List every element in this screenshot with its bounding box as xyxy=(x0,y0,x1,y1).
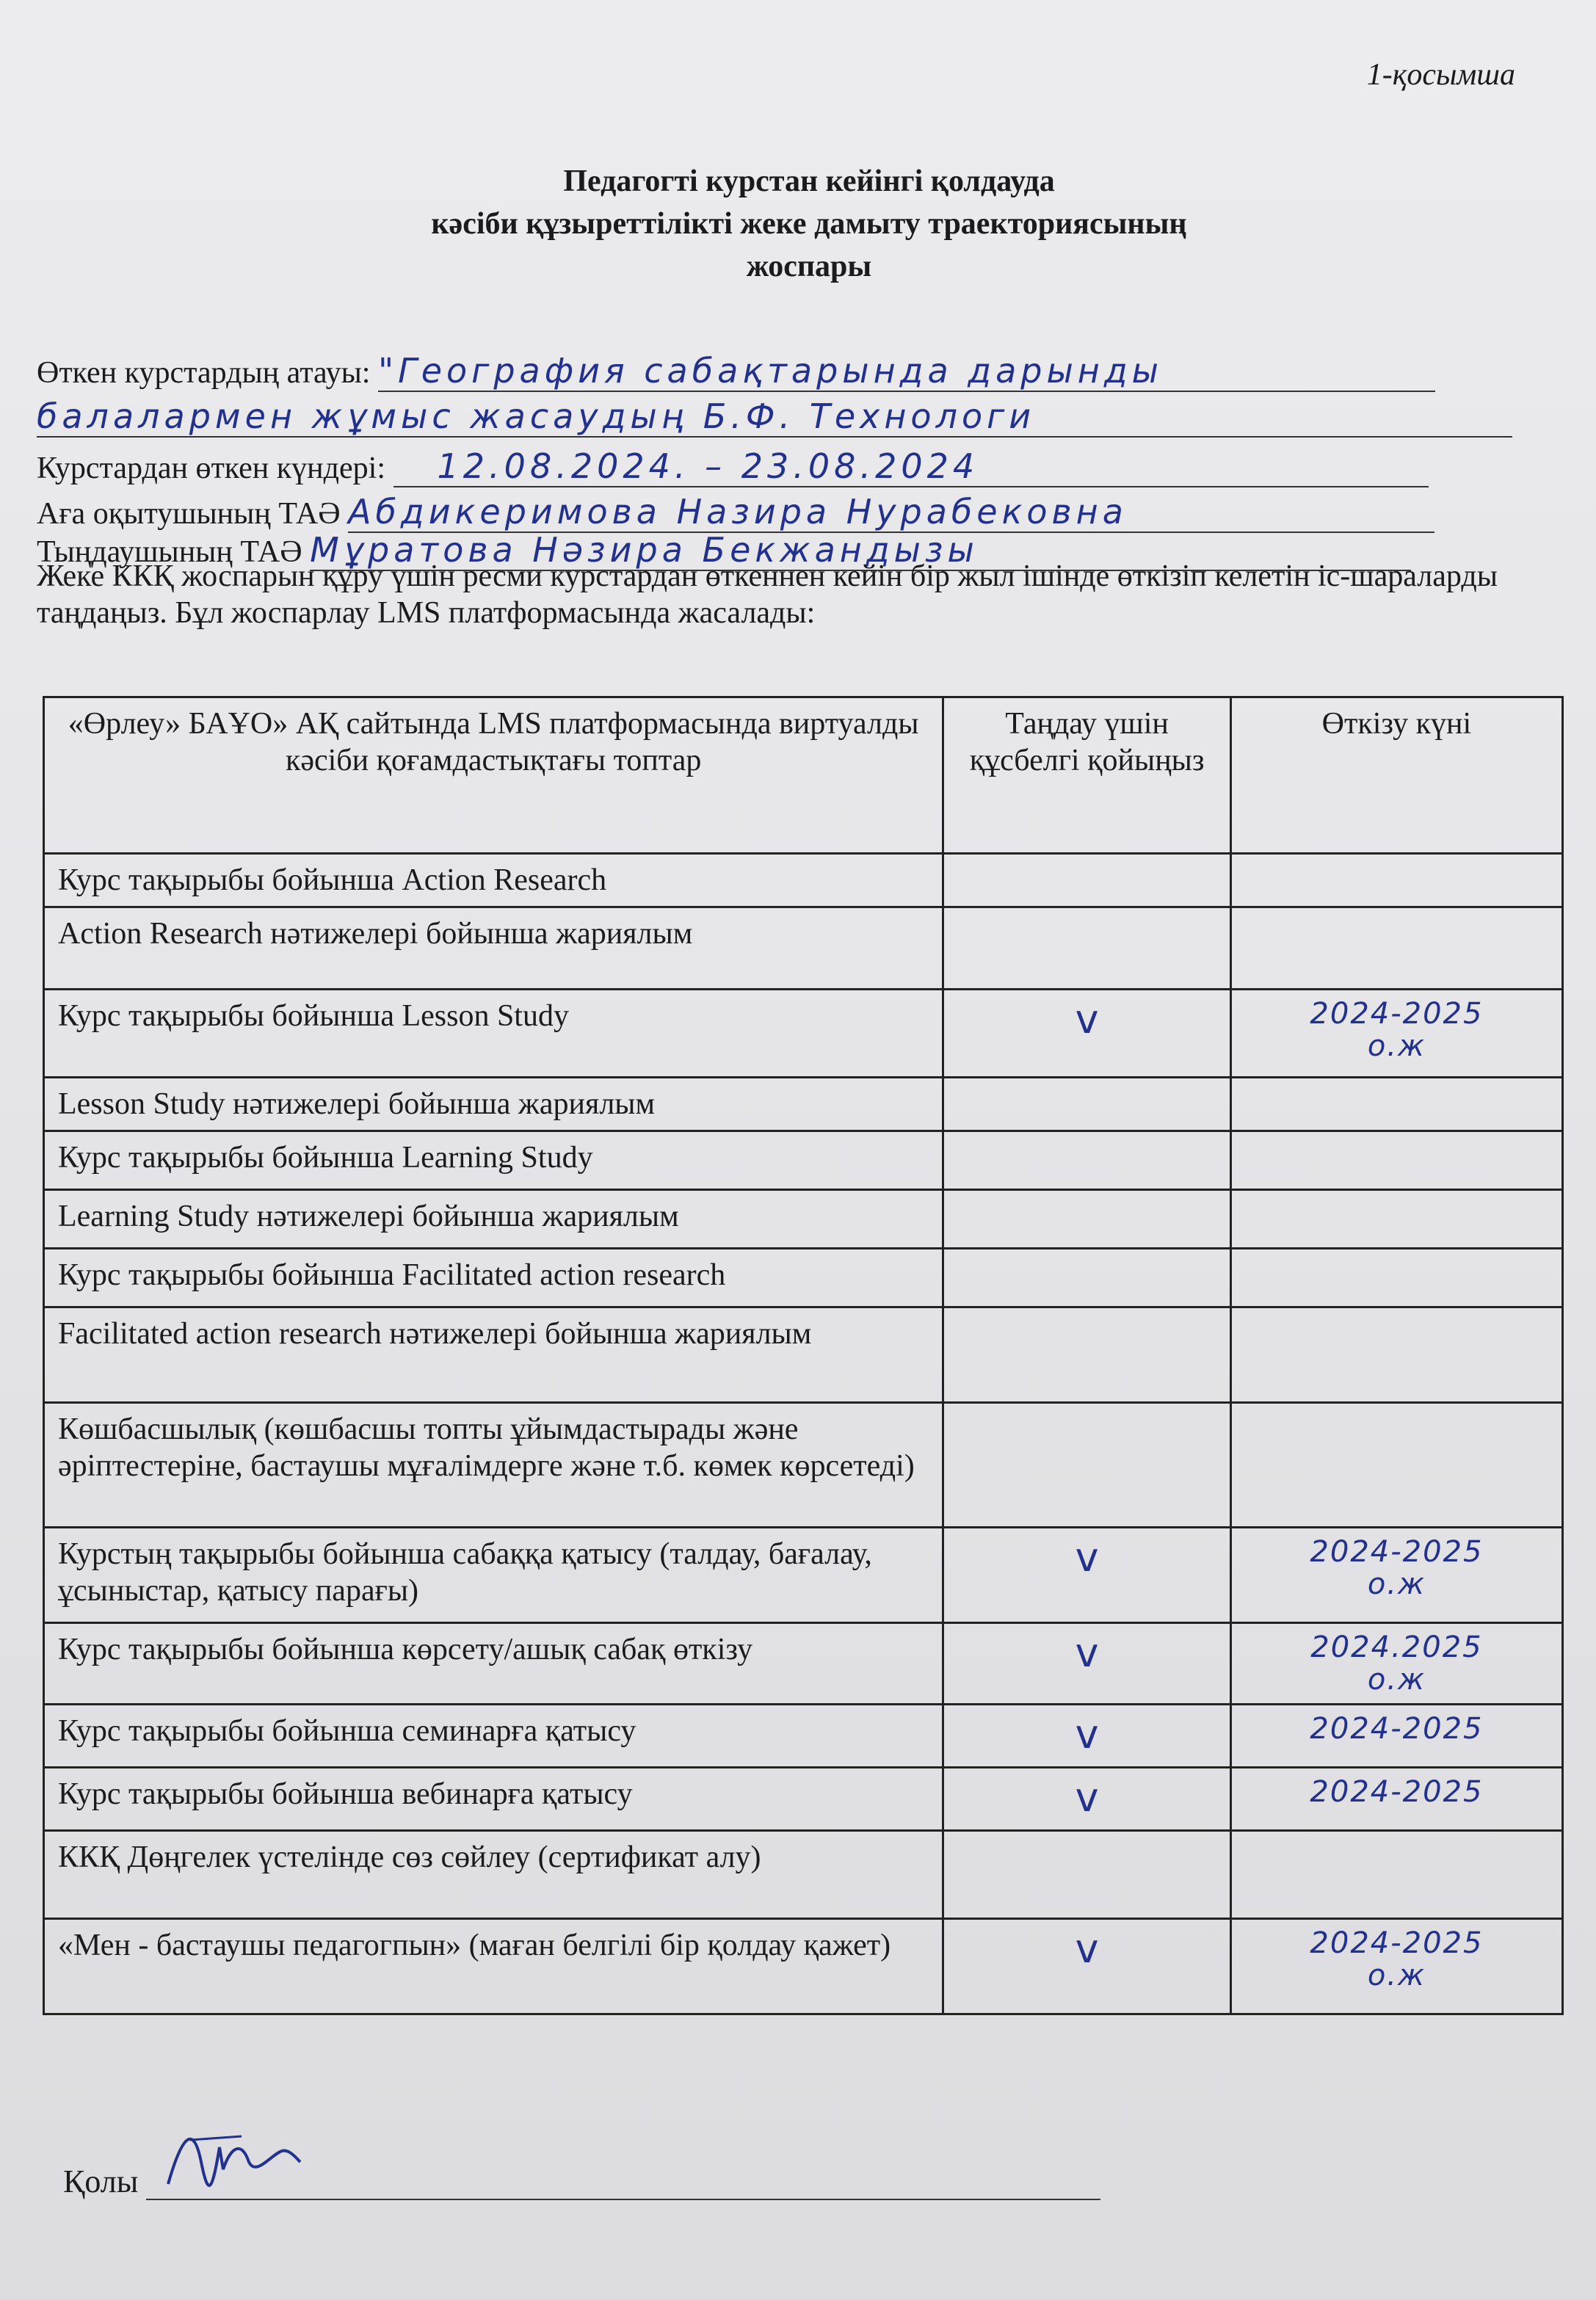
date-value: 2024-2025 xyxy=(1310,1712,1484,1746)
activity-cell: Курс тақырыбы бойынша семинарға қатысу xyxy=(44,1705,943,1768)
checkmark-cell[interactable] xyxy=(943,1131,1231,1190)
activity-cell: «Мен - бастаушы педагогпын» (маған белгілі бір қолдау қажет) xyxy=(44,1919,943,2014)
table-row xyxy=(44,1919,1563,2014)
date-cell xyxy=(1230,854,1562,907)
checkmark-cell[interactable] xyxy=(943,1249,1231,1307)
date-cell xyxy=(1230,1768,1562,1831)
table-row xyxy=(44,1705,1563,1768)
table-row xyxy=(44,990,1563,1078)
date-cell xyxy=(1230,1078,1562,1131)
checkmark-icon: v xyxy=(1075,996,1099,1042)
checkmark-icon: v xyxy=(1075,1534,1099,1581)
date-cell xyxy=(1230,1131,1562,1190)
date-value: 2024-2025 xyxy=(1310,997,1484,1031)
checkmark-cell[interactable] xyxy=(943,1078,1231,1131)
checkmark-icon: v xyxy=(1075,1711,1099,1757)
date-cell xyxy=(1230,1831,1562,1919)
table-row xyxy=(44,1528,1563,1623)
activity-cell: ККҚ Дөңгелек үстелінде сөз сөйлеу (сертификат алу) xyxy=(44,1831,943,1919)
listener-label: Тыңдаушының ТАӘ xyxy=(37,535,302,569)
activity-cell: Курс тақырыбы бойынша Learning Study xyxy=(44,1131,943,1190)
date-cell xyxy=(1230,1623,1562,1705)
course-name-field-cont xyxy=(37,396,1512,438)
activity-cell: Action Research нәтижелері бойынша жариялым xyxy=(44,907,943,990)
checkmark-cell[interactable] xyxy=(943,1307,1231,1403)
date-value: 2024-2025 xyxy=(1310,1535,1484,1569)
checkmark-cell[interactable] xyxy=(943,1705,1231,1768)
title-line-3: жоспары xyxy=(746,250,872,283)
header-checkmark: Таңдау үшін құсбелгі қойыңыз xyxy=(943,697,1231,854)
table-row xyxy=(44,1831,1563,1919)
checkmark-cell[interactable] xyxy=(943,1919,1231,2014)
dates-field xyxy=(37,446,1429,487)
date-value: 2024.2025 xyxy=(1310,1630,1483,1664)
checkmark-cell[interactable] xyxy=(943,1403,1231,1528)
date-cell xyxy=(1230,1919,1562,2014)
activity-cell: Курс тақырыбы бойынша Facilitated action research xyxy=(44,1249,943,1307)
course-name-field xyxy=(37,351,1435,392)
title-line-1: Педагогті курстан кейінгі қолдауда xyxy=(563,164,1055,198)
table-row xyxy=(44,1623,1563,1705)
checkmark-cell[interactable] xyxy=(943,1190,1231,1249)
checkmark-cell[interactable] xyxy=(943,990,1231,1078)
course-name-label: Өткен курстардың атауы: xyxy=(37,356,371,390)
date-cell xyxy=(1230,990,1562,1078)
signature-label: Қолы xyxy=(63,2163,139,2199)
activity-cell: Lesson Study нәтижелері бойынша жариялым xyxy=(44,1078,943,1131)
activity-cell: Learning Study нәтижелері бойынша жариялым xyxy=(44,1190,943,1249)
activity-cell: Курс тақырыбы бойынша Action Research xyxy=(44,854,943,907)
date-cell xyxy=(1230,907,1562,990)
dates-label: Курстардан өткен күндері: xyxy=(37,451,386,485)
header-date: Өткізу күні xyxy=(1230,697,1562,854)
signature-row xyxy=(63,2155,1100,2200)
activity-cell: Курстың тақырыбы бойынша сабаққа қатысу (талдау, бағалау, ұсыныстар, қатысу парағы) xyxy=(44,1528,943,1623)
table-row xyxy=(44,1190,1563,1249)
checkmark-cell[interactable] xyxy=(943,1623,1231,1705)
date-cell xyxy=(1230,1528,1562,1623)
date-suffix: о.ж xyxy=(1367,1663,1426,1697)
signature-icon xyxy=(161,2118,308,2199)
table-body xyxy=(44,854,1563,2014)
date-cell xyxy=(1230,1307,1562,1403)
checkmark-icon: v xyxy=(1075,1774,1099,1821)
header-groups: «Өрлеу» БАҰО» АҚ сайтында LMS платформасында виртуалды кәсіби қоғамдастықтағы топтар xyxy=(44,697,943,854)
date-cell xyxy=(1230,1705,1562,1768)
table-row xyxy=(44,1078,1563,1131)
date-value: 2024-2025 xyxy=(1310,1775,1484,1809)
course-name-value-1: "География сабақтарында дарынды xyxy=(378,351,1435,392)
checkmark-cell[interactable] xyxy=(943,1831,1231,1919)
table-header-row xyxy=(44,697,1563,854)
trainer-field xyxy=(37,492,1434,533)
date-suffix: о.ж xyxy=(1367,1567,1426,1601)
activity-cell: Көшбасшылық (көшбасшы топты ұйымдастырады және әріптестеріне, бастаушы мұғалімдерге және т.б. көмек көрсетеді) xyxy=(44,1403,943,1528)
date-cell xyxy=(1230,1403,1562,1528)
date-cell xyxy=(1230,1249,1562,1307)
checkmark-icon: v xyxy=(1075,1630,1099,1676)
date-cell xyxy=(1230,1190,1562,1249)
checkmark-cell[interactable] xyxy=(943,907,1231,990)
trainer-label: Аға оқытушының ТАӘ xyxy=(37,497,341,531)
document-title xyxy=(0,160,1596,288)
activity-table xyxy=(43,696,1564,2015)
table-row xyxy=(44,1768,1563,1831)
activity-cell: Курс тақырыбы бойынша көрсету/ашық сабақ өткізу xyxy=(44,1623,943,1705)
course-name-value-2: балалармен жұмыс жасаудың Б.Ф. Технологи xyxy=(37,396,1512,438)
activity-cell: Курс тақырыбы бойынша вебинарға қатысу xyxy=(44,1768,943,1831)
table-row xyxy=(44,854,1563,907)
checkmark-cell[interactable] xyxy=(943,1768,1231,1831)
table-row xyxy=(44,1131,1563,1190)
annex-label: 1-қосымша xyxy=(1366,58,1515,92)
table-row xyxy=(44,907,1563,990)
date-suffix: о.ж xyxy=(1367,1029,1426,1063)
signature-line xyxy=(146,2155,1100,2200)
checkmark-cell[interactable] xyxy=(943,854,1231,907)
table-row xyxy=(44,1249,1563,1307)
table-row xyxy=(44,1403,1563,1528)
dates-value: 12.08.2024. – 23.08.2024 xyxy=(393,446,1429,487)
title-line-2: кәсіби құзыреттілікті жеке дамыту траекториясының xyxy=(431,207,1187,241)
checkmark-cell[interactable] xyxy=(943,1528,1231,1623)
activity-cell: Курс тақырыбы бойынша Lesson Study xyxy=(44,990,943,1078)
checkmark-icon: v xyxy=(1075,1926,1099,1972)
activity-cell: Facilitated action research нәтижелері бойынша жариялым xyxy=(44,1307,943,1403)
table-row xyxy=(44,1307,1563,1403)
trainer-value: Абдикеримова Назира Нурабековна xyxy=(348,492,1434,533)
listener-value: Мұратова Нәзира Бекжандызы xyxy=(310,530,1411,571)
date-suffix: о.ж xyxy=(1367,1959,1426,1992)
instruction-text: Жеке ККҚ жоспарын құру үшін ресми курстардан өткеннен кейін бір жыл ішінде өткізіп келетін іс-шараларды таңдаңыз. Бұл жоспарлау LMS платформасында жасалады: xyxy=(37,559,1498,630)
date-value: 2024-2025 xyxy=(1310,1926,1484,1960)
